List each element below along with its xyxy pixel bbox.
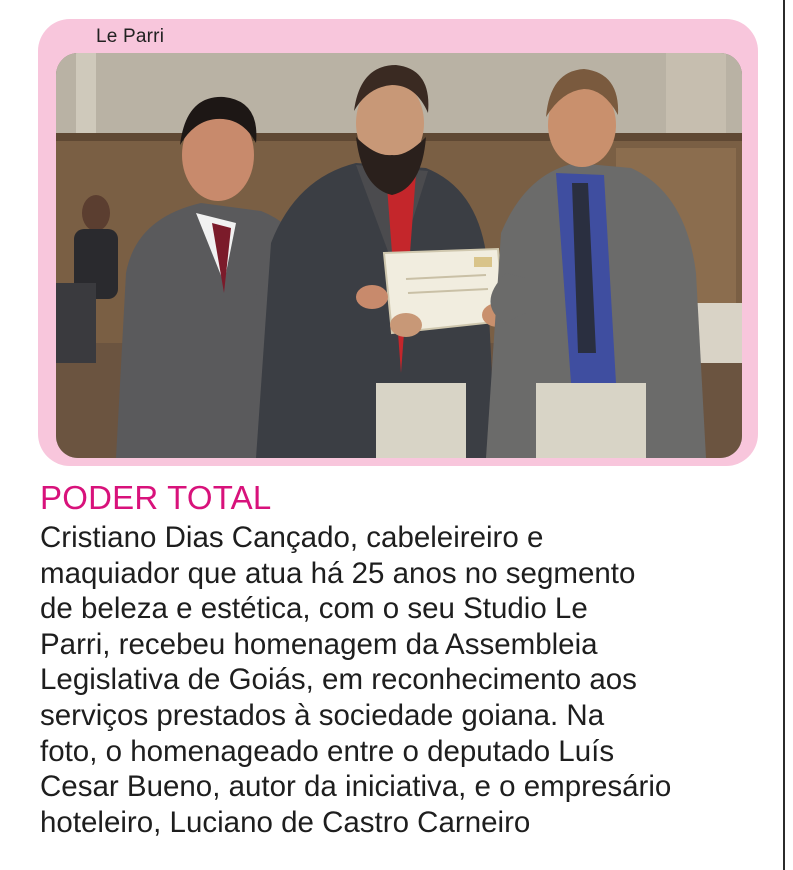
photo-credit: Le Parri — [96, 26, 165, 47]
article-body: Cristiano Dias Cançado, cabeleireiro e maquiador que atua há 25 anos no segmento de beleza e estética, com o seu Studio Le Parri, recebeu homenagem da Assembleia Legislativa de Goiás, em reconhecimento aos serviços prestados à sociedade goiana. Na foto, o homenageado entre o deputado Luís Cesar Bueno, autor da iniciativa, e o empresário hoteleiro, Luciano de Castro Carneiro — [40, 521, 672, 839]
event-photo — [56, 53, 742, 458]
headline: PODER TOTAL — [40, 479, 272, 516]
column-divider — [783, 0, 785, 870]
event-photo-illustration — [56, 53, 742, 458]
